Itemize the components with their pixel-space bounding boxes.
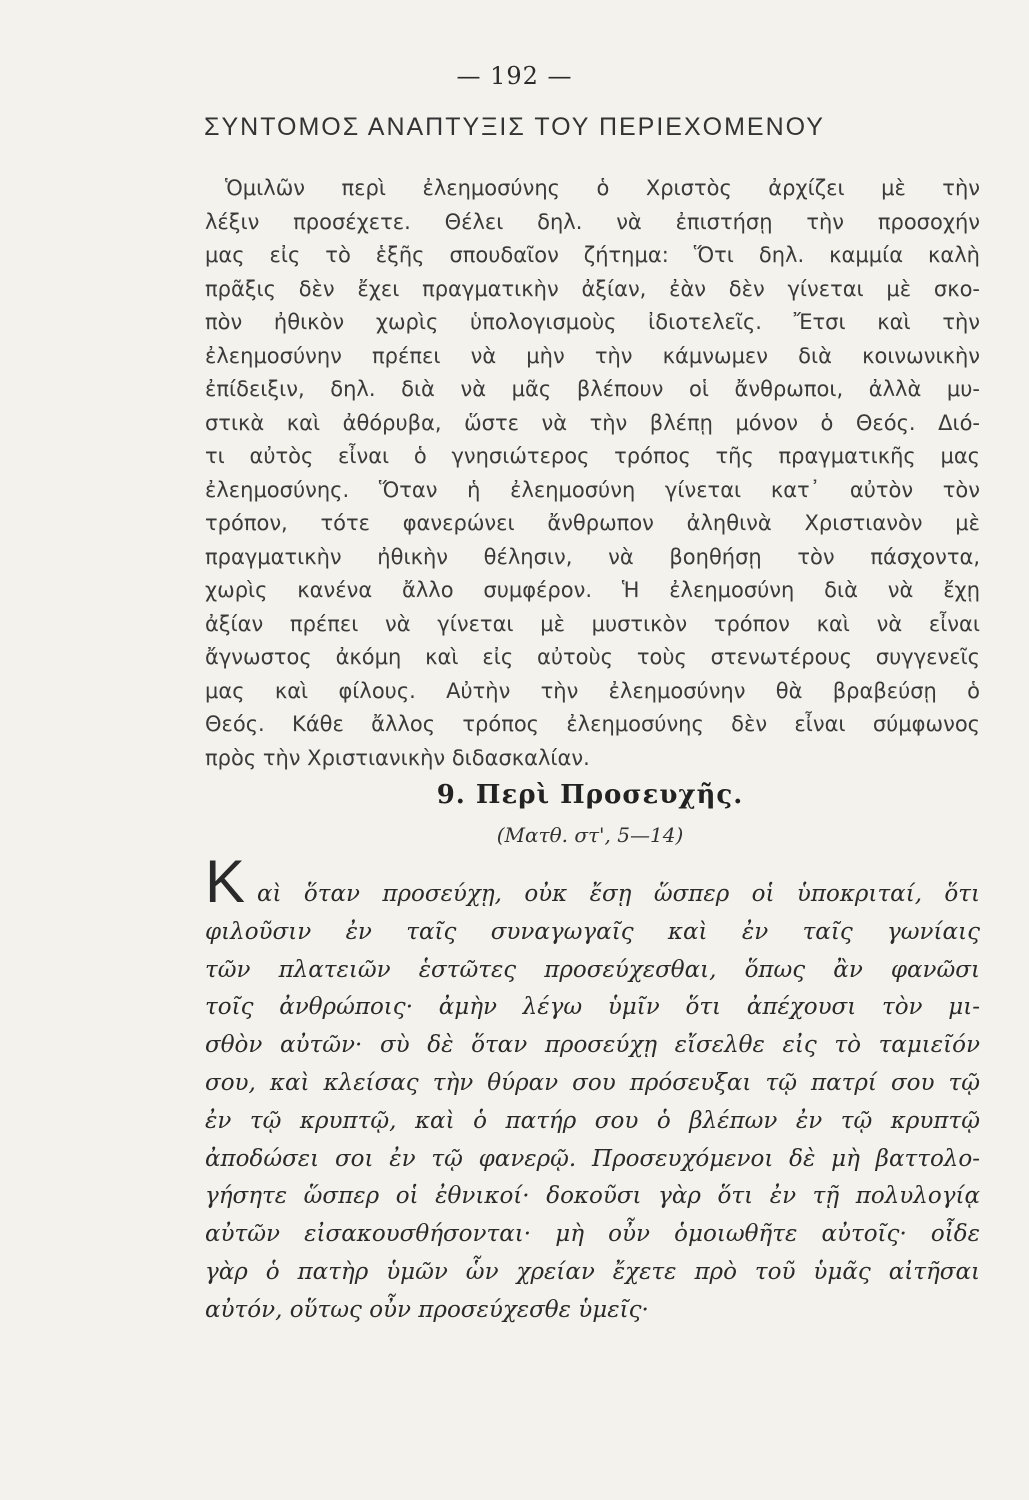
scripture-line: ἐν τῷ κρυπτῷ, καὶ ὁ πατήρ σου ὁ βλέπων ἐν τῷ κρυπτῷ	[205, 1107, 980, 1134]
summary-line: πὸν ἠθικὸν χωρὶς ὑπολογισμοὺς ἰδιοτελεῖς. Ἔτσι καὶ τὴν	[205, 310, 980, 334]
summary-line: ἐλεημοσύνης. Ὅταν ἡ ἐλεημοσύνη γίνεται κατ᾿ αὐτὸν τὸν	[205, 477, 980, 502]
summary-line: λέξιν προσέχετε. Θέλει δηλ. νὰ ἐπιστήσῃ τὴν προσοχήν	[205, 209, 980, 234]
summary-line: μας εἰς τὸ ἑξῆς σπουδαῖον ζήτημα: Ὅτι δηλ. καμμία καλὴ	[205, 243, 980, 267]
scripture-line: ἀποδώσει σοι ἐν τῷ φανερῷ. Προσευχόμενοι δὲ μὴ βαττολο-	[205, 1145, 980, 1172]
scripture-line: σθὸν αὐτῶν· σὺ δὲ ὅταν προσεύχῃ εἴσελθε εἰς τὸ ταμιεῖόν	[205, 1032, 980, 1059]
scripture-line: σου, καὶ κλείσας τὴν θύραν σου πρόσευξαι τῷ πατρί σου τῷ	[205, 1069, 980, 1096]
scripture-line: τῶν πλατειῶν ἑστῶτες προσεύχεσθαι, ὅπως ἂν φανῶσι	[205, 956, 980, 983]
scripture-line: γήσητε ὥσπερ οἱ ἐθνικοί· δοκοῦσι γὰρ ὅτι ἐν τῇ πολυλογίᾳ	[205, 1183, 980, 1210]
summary-line: τρόπον, τότε φανερώνει ἄνθρωπον ἀληθινὰ Χριστιανὸν μὲ	[205, 511, 980, 535]
summary-paragraph	[205, 172, 980, 775]
summary-line: πρᾶξις δὲν ἔχει πραγματικὴν ἀξίαν, ἐὰν δὲν γίνεται μὲ σκο-	[205, 276, 980, 301]
summary-line: ἐλεημοσύνην πρέπει νὰ μὴν τὴν κάμνωμεν διὰ κοινωνικὴν	[205, 343, 980, 368]
scripture-line: αὐτόν, οὕτως οὖν προσεύχεσθε ὑμεῖς·	[205, 1296, 649, 1323]
scripture-line: αὐτῶν εἰσακουσθήσονται· μὴ οὖν ὁμοιωθῆτε αὐτοῖς· οἶδε	[205, 1221, 980, 1248]
section-heading: ΣΥΝΤΟΜΟΣ ΑΝΑΠΤΥΞΙΣ ΤΟΥ ΠΕΡΙΕΧΟΜΕΝΟΥ	[204, 113, 825, 141]
chapter-title: 9. Περὶ Προσευχῆς.	[436, 780, 744, 810]
summary-line: Θεός. Κάθε ἄλλος τρόπος ἐλεημοσύνης δὲν εἶναι σύμφωνος	[205, 712, 980, 736]
summary-line: πραγματικὴν ἠθικὴν θέλησιν, νὰ βοηθήσῃ τὸν πάσχοντα,	[205, 544, 980, 569]
drop-cap: K	[205, 848, 246, 915]
scripture-line: φιλοῦσιν ἐν ταῖς συναγωγαῖς καὶ ἐν ταῖς γωνίαις	[205, 918, 980, 945]
summary-line: ἐπίδειξιν, δηλ. διὰ νὰ μᾶς βλέπουν οἱ ἄνθρωποι, ἀλλὰ μυ-	[205, 377, 980, 401]
summary-line: στικὰ καὶ ἀθόρυβα, ὥστε νὰ τὴν βλέπῃ μόνον ὁ Θεός. Διό-	[205, 410, 980, 435]
summary-line: ἄγνωστος ἀκόμη καὶ εἰς αὐτοὺς τοὺς στενωτέρους συγγενεῖς	[205, 645, 980, 669]
summary-line: Ὁμιλῶν περὶ ἐλεημοσύνης ὁ Χριστὸς ἀρχίζει μὲ τὴν	[225, 176, 980, 200]
summary-line: χωρὶς κανένα ἄλλο συμφέρον. Ἡ ἐλεημοσύνη διὰ νὰ ἔχῃ	[205, 578, 980, 602]
summary-line: πρὸς τὴν Χριστιανικὴν διδασκαλίαν.	[205, 745, 590, 770]
chapter-reference: (Ματθ. στ', 5—14)	[496, 823, 684, 847]
summary-line: τι αὐτὸς εἶναι ὁ γνησιώτερος τρόπος τῆς πραγματικῆς μας	[205, 444, 980, 468]
summary-line: μας καὶ φίλους. Αὐτὴν τὴν ἐλεημοσύνην θὰ βραβεύσῃ ὁ	[205, 678, 980, 703]
scripture-line: αὶ ὅταν προσεύχῃ, οὐκ ἔσῃ ὥσπερ οἱ ὑποκριταί, ὅτι	[257, 881, 980, 907]
scripture-passage	[205, 876, 980, 1330]
scripture-line: τοῖς ἀνθρώποις· ἀμὴν λέγω ὑμῖν ὅτι ἀπέχουσι τὸν μι-	[205, 994, 980, 1021]
summary-line: ἀξίαν πρέπει νὰ γίνεται μὲ μυστικὸν τρόπον καὶ νὰ εἶναι	[205, 611, 980, 636]
page-number: — 192 —	[456, 62, 573, 90]
scripture-line: γὰρ ὁ πατὴρ ὑμῶν ὧν χρείαν ἔχετε πρὸ τοῦ ὑμᾶς αἰτῆσαι	[205, 1258, 980, 1285]
